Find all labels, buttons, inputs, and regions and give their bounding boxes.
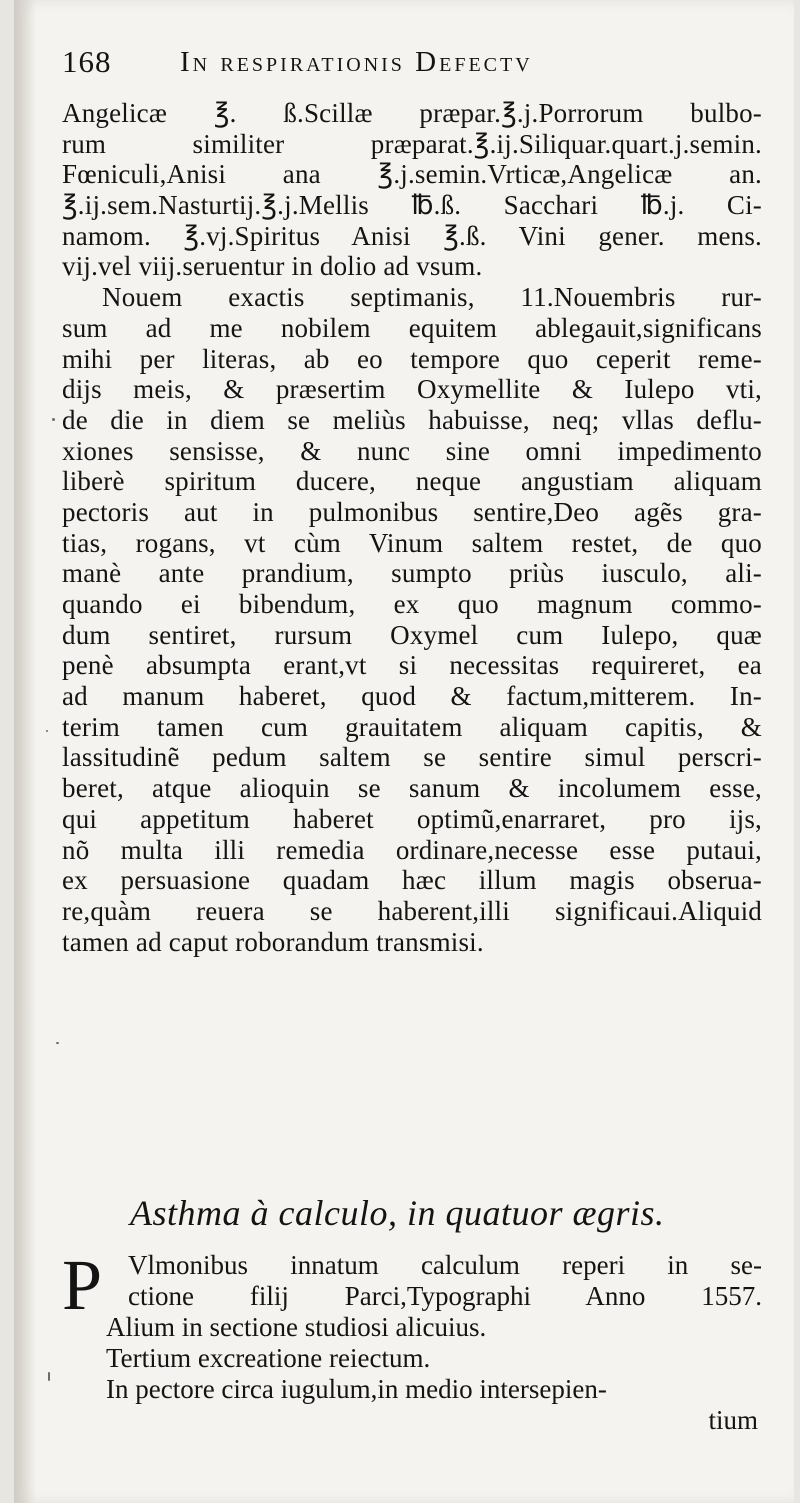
text-line: penè absumpta erant,vt si necessitas requireret, ea — [62, 650, 762, 681]
text-line: rum similiter præparat.℥.ij.Siliquar.quart.j.semin. — [62, 128, 762, 159]
print-speck — [46, 730, 48, 732]
case-line: Alium in sectione studiosi alicuius. — [106, 1312, 487, 1342]
print-speck — [56, 1042, 59, 1044]
gutter-shadow — [14, 0, 36, 1503]
text-line: dum sentiret, rursum Oxymel cum Iulepo, quæ — [62, 619, 762, 650]
text-line: Nouem exactis septimanis, 11.Nouembris rur- — [102, 282, 762, 313]
text-line: ad manum haberet, quod & factum,mitterem. In- — [62, 681, 762, 712]
catchword: tium — [708, 1405, 758, 1435]
text-line: quando ei bibendum, ex quo magnum commo- — [62, 589, 762, 619]
text-line: Fœniculi,Anisi ana ℥.j.semin.Vrticæ,Angelicæ an. — [62, 159, 762, 190]
text-line: re,quàm reuera se haberent,illi significaui.Aliquid — [62, 895, 762, 926]
text-line: lassitudinẽ pedum saltem se sentire simul perscri- — [62, 742, 762, 773]
section-heading: Asthma à calculo, in quatuor ægris. — [130, 1193, 665, 1233]
text-line: vij.vel viij.seruentur in dolio ad vsum. — [62, 251, 483, 282]
case-line: In pectore circa iugulum,in medio intersepien- — [106, 1374, 607, 1404]
drop-cap: P — [62, 1245, 103, 1325]
text-line: dijs meis, & præsertim Oxymellite & Iulepo vti, — [62, 374, 762, 405]
text-line: beret, atque alioquin se sanum & incolumem esse, — [62, 773, 762, 804]
case-line: ctione filij Parci,Typographi Anno 1557. — [128, 1281, 762, 1311]
text-line: ℥.ij.sem.Nasturtij.℥.j.Mellis ℔.ß. Sacchari ℔.j. Ci- — [62, 190, 762, 221]
main-text — [62, 98, 762, 957]
text-line: ex persuasione quadam hæc illum magis obserua- — [62, 865, 762, 896]
text-line: Angelicæ ℥. ß.Scillæ præpar.℥.j.Porrorum bulbo- — [62, 98, 762, 128]
text-line: terim tamen cum grauitatem aliquam capitis, & — [62, 711, 762, 742]
print-speck — [52, 418, 55, 421]
text-line: xiones sensisse, & nunc sine omni impedimento — [62, 435, 762, 466]
text-line: namom. ℥.vj.Spiritus Anisi ℥.ß. Vini gener. mens. — [62, 220, 762, 251]
case-line: Vlmonibus innatum calculum reperi in se- — [128, 1250, 762, 1280]
text-line: liberè spiritum ducere, neque angustiam aliquam — [62, 466, 762, 497]
running-head — [62, 44, 752, 94]
page-number: 168 — [62, 44, 112, 79]
text-line: tias, rogans, vt cùm Vinum saltem restet, de quo — [62, 527, 762, 558]
text-line: de die in diem se meliùs habuisse, neq; vllas deflu- — [62, 404, 762, 435]
running-title: In respirationis Defectv — [180, 46, 533, 78]
text-line: pectoris aut in pulmonibus sentire,Deo agẽs gra- — [62, 496, 762, 527]
text-line: tamen ad caput roborandum transmisi. — [62, 926, 484, 957]
text-line: sum ad me nobilem equitem ablegauit,significans — [62, 312, 762, 343]
case-list — [62, 1245, 762, 1436]
text-line: mihi per literas, ab eo tempore quo ceperit reme- — [62, 343, 762, 374]
text-line: manè ante prandium, sumpto priùs iusculo, ali- — [62, 558, 762, 589]
case-line: Tertium excreatione reiectum. — [106, 1343, 431, 1373]
text-line: nõ multa illi remedia ordinare,necesse esse putaui, — [62, 834, 762, 865]
print-speck — [48, 1372, 50, 1381]
text-line: qui appetitum haberet optimũ,enarraret, pro ijs, — [62, 803, 762, 834]
